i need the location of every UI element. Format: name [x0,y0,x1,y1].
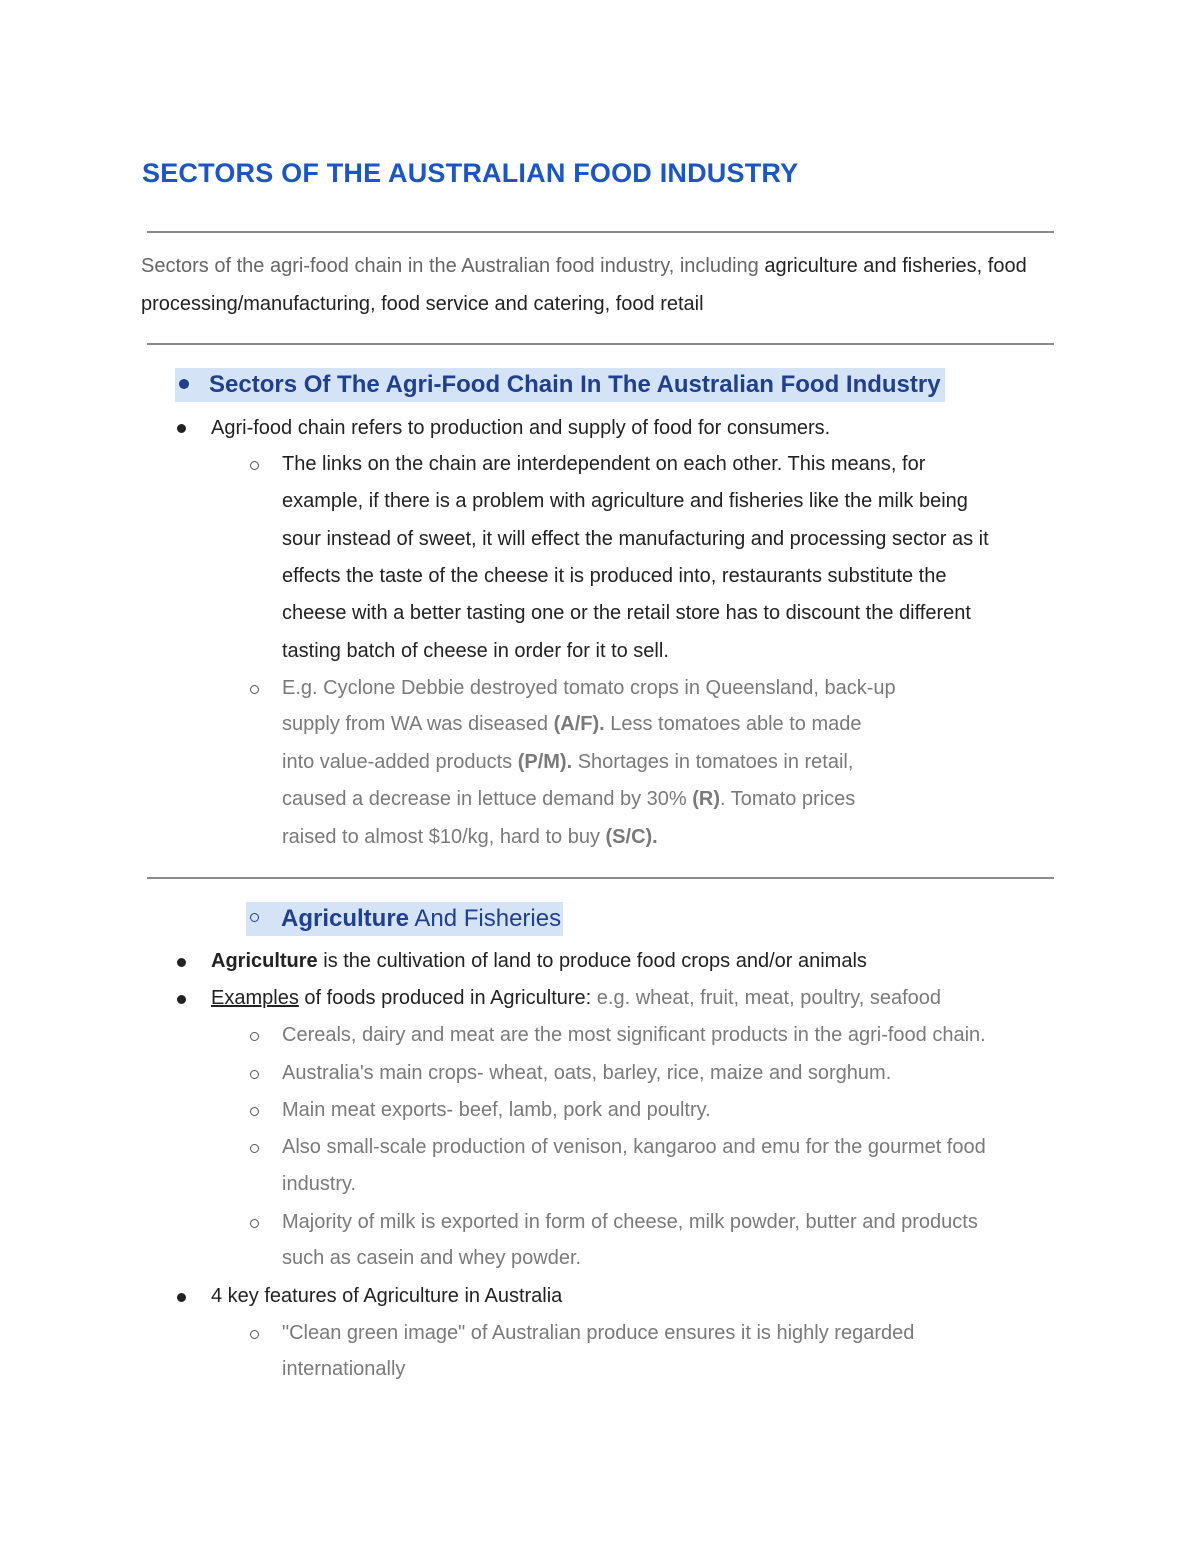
list-item [211,946,867,976]
list-item-line: example, if there is a problem with agriculture and fisheries like the milk being [282,490,968,512]
divider [147,231,1054,233]
sector-code: (R) [692,788,721,810]
list-item: Agri-food chain refers to production and supply of food for consumers. [211,417,831,439]
section-heading-agriculture [246,902,563,936]
example-text: raised to almost $10/kg, hard to buy [282,826,606,848]
circle-bullet-icon [250,913,259,922]
intro-topics: agriculture and fisheries, food processing/manufacturing, food service and catering, food retail [141,255,1027,315]
sub-list-item: Also small-scale production of venison, kangaroo and emu for the gourmet food [282,1136,986,1158]
sub-list-item-line: such as casein and whey powder. [282,1247,582,1269]
bullet-icon [177,1293,186,1302]
list-item-line: effects the taste of the cheese it is produced into, restaurants substitute the [282,565,947,587]
bullet-icon [177,958,186,967]
circle-bullet-icon [250,461,259,470]
sub-list-item: Majority of milk is exported in form of cheese, milk powder, butter and products [282,1211,978,1233]
example-line: E.g. Cyclone Debbie destroyed tomato crops in Queensland, back-up [282,677,896,699]
example-line [282,822,658,852]
divider [147,343,1054,345]
section-heading-agri-food-chain [175,368,945,402]
circle-bullet-icon [250,1219,259,1228]
example-line [282,784,855,814]
section-heading-text: Agriculture [281,905,410,932]
sub-list-item-line: industry. [282,1173,357,1195]
sub-list-item-line: internationally [282,1358,406,1380]
circle-bullet-icon [250,1032,259,1041]
example-text: supply from WA was diseased [282,713,554,735]
sub-list-item: Main meat exports- beef, lamb, pork and poultry. [282,1099,711,1121]
list-item [211,983,941,1013]
list-item: 4 key features of Agriculture in Australia [211,1285,563,1307]
circle-bullet-icon [250,1070,259,1079]
circle-bullet-icon [250,1330,259,1339]
example-text: into value-added products [282,751,518,773]
intro-lead: Sectors of the agri-food chain in the Australian food industry, including [141,255,765,277]
sub-list-item: Cereals, dairy and meat are the most significant products in the agri-food chain. [282,1024,986,1046]
circle-bullet-icon [250,1107,259,1116]
examples-label: Examples [211,987,299,1009]
list-item-line: sour instead of sweet, it will effect the manufacturing and processing sector as it [282,528,989,550]
term: Agriculture [211,950,318,972]
bullet-icon [179,379,189,389]
example-text: Less tomatoes able to made [604,713,862,735]
example-text: caused a decrease in lettuce demand by 30% [282,788,693,810]
list-item-line: tasting batch of cheese in order for it to sell. [282,640,669,662]
page-title: SECTORS OF THE AUSTRALIAN FOOD INDUSTRY [142,158,799,188]
example-line [282,709,862,739]
sector-code: (A/F). [553,713,605,735]
definition: is the cultivation of land to produce food crops and/or animals [317,950,867,972]
sector-code: (S/C). [605,826,658,848]
circle-bullet-icon [250,685,259,694]
list-item-line: The links on the chain are interdependent on each other. This means, for [282,453,926,475]
bullet-icon [177,424,186,433]
circle-bullet-icon [250,1144,259,1153]
sub-list-item: Australia's main crops- wheat, oats, barley, rice, maize and sorghum. [282,1062,892,1084]
section-heading-text: Sectors Of The Agri-Food Chain In The Australian Food Industry [209,371,941,398]
list-item-text: of foods produced in Agriculture: [298,987,597,1009]
section-heading-text: And Fisheries [409,905,562,932]
example-text: Shortages in tomatoes in retail, [572,751,854,773]
intro-paragraph [141,248,1061,323]
bullet-icon [177,995,186,1004]
sub-list-item: "Clean green image" of Australian produce ensures it is highly regarded [282,1322,915,1344]
example-line [282,747,853,777]
sector-code: (P/M). [517,751,573,773]
list-item-line: cheese with a better tasting one or the retail store has to discount the different [282,602,971,624]
examples-list: e.g. wheat, fruit, meat, poultry, seafood [596,987,942,1009]
divider [147,877,1054,879]
example-text: . Tomato prices [720,788,856,810]
